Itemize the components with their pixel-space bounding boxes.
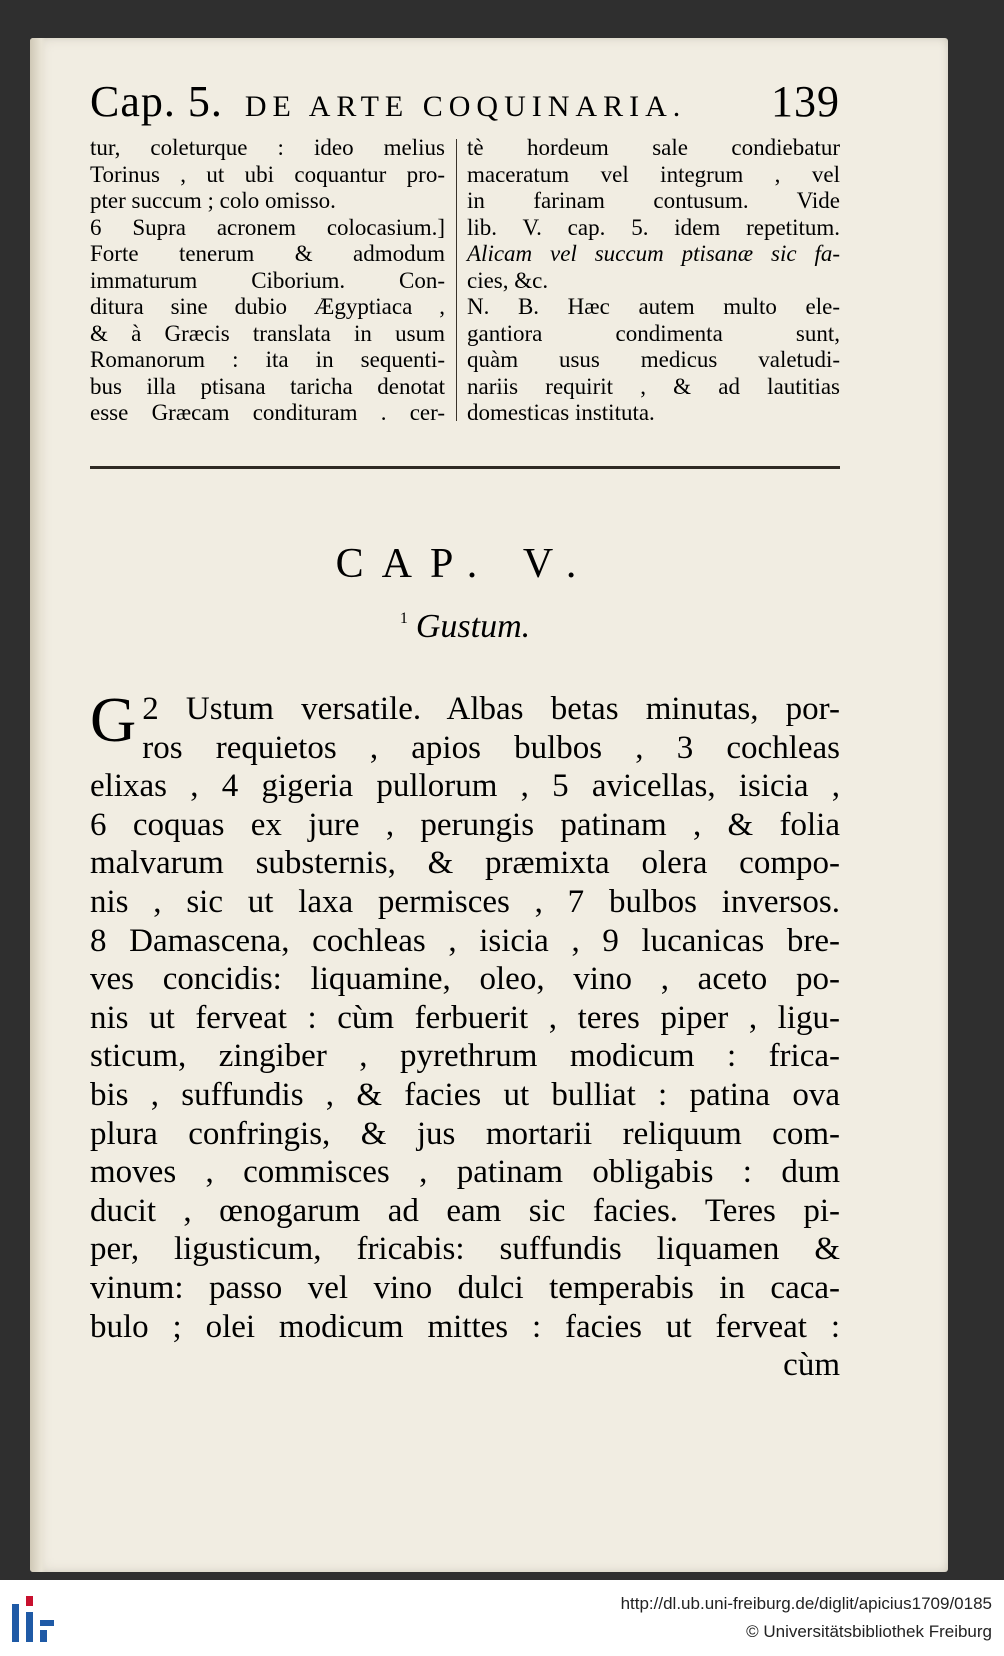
section-title [90,608,840,646]
note-line: nariis requirit , & ad lautitias [467,373,840,399]
note-line: tur, coleturque : ideo melius [90,135,445,160]
note-line: domesticas instituta. [467,400,655,425]
text-line: elixas , 4 gigeria pullorum , 5 avicellas, isicia , [90,768,840,805]
note-line: bus illa ptisana taricha denotat [90,373,445,399]
notes-left-column [90,135,445,427]
note-line: pter succum ; colo omisso. [90,188,336,213]
note-line: lib. V. cap. 5. idem repetitum. [467,214,840,240]
column-divider [456,139,457,421]
permalink[interactable]: http://dl.ub.uni-freiburg.de/diglit/apicius1709/0185 [620,1594,992,1613]
notes-right-column [467,135,840,427]
running-header [90,72,840,132]
copyright-notice: © Universitätsbibliothek Freiburg [746,1622,992,1641]
text-line: per, ligusticum, fricabis: suffundis liquamen & [90,1231,840,1268]
main-text [90,684,840,1385]
note-line: Romanorum : ita in sequenti- [90,347,445,372]
text-line: nis ut ferveat : cùm ferbuerit , teres piper , ligu- [90,999,840,1036]
note-line: 6 Supra acronem colocasium.] [90,214,445,240]
text-line: bulo ; olei modicum mittes : facies ut ferveat : [90,1308,840,1345]
header-chapter: Cap. 5. [90,77,223,126]
drop-cap: G [90,684,137,755]
text-line: malvarum substernis, & præmixta olera compo- [90,845,840,882]
text-line: 8 Damascena, cochleas , isicia , 9 lucanicas bre- [90,922,840,959]
text-line: plura confringis, & jus mortarii reliquum com- [90,1115,840,1152]
note-line: quàm usus medicus valetudi- [467,347,840,372]
note-line: N. B. Hæc autem multo ele- [467,294,840,319]
catchword: cùm [783,1347,840,1384]
text-line: vinum: passo vel vino dulci temperabis in caca- [90,1269,840,1306]
note-line: & à Græcis translata in usum [90,320,445,346]
note-line: Alicam vel succum ptisanæ sic fa- [467,241,840,266]
note-line: maceratum vel integrum , vel [467,161,840,187]
section-title-text: Gustum. [415,608,531,645]
horizontal-rule [90,466,840,469]
note-line: Forte tenerum & admodum [90,241,445,266]
footnotes-block [90,135,840,435]
note-line: immaturum Ciborium. Con- [90,267,445,293]
text-line: ros requietos , apios bulbos , 3 cochleas [142,729,840,766]
text-line: moves , commisces , patinam obligabis : dum [90,1154,840,1191]
note-line: ditura sine dubio Ægyptiaca , [90,294,445,319]
note-line: Torinus , ut ubi coquantur pro- [90,161,445,187]
text-line: nis , sic ut laxa permisces , 7 bulbos inversos. [90,883,840,920]
section-note-number: 1 [399,610,408,627]
viewer-footer [0,1580,1004,1656]
page-binding-edge [30,38,46,1572]
note-line: cies, &c. [467,267,549,293]
header-title: DE ARTE COQUINARIA. [244,90,687,123]
text-line: sticum, zingiber , pyrethrum modicum : frica- [90,1038,840,1075]
note-line: gantiora condimenta sunt, [467,320,840,346]
page-number: 139 [771,77,840,126]
text-line: 2 Ustum versatile. Albas betas minutas, por- [142,691,840,727]
chapter-title: CAP. V. [335,541,595,587]
note-line: in farinam contusum. Vide [467,188,840,213]
text-line: 6 coquas ex jure , perungis patinam , & folia [90,806,840,843]
text-line: ves concidis: liquamine, oleo, vino , aceto po- [90,961,840,998]
library-logo-icon [8,1590,64,1650]
text-line: bis , suffundis , & facies ut bulliat : patina ova [90,1076,840,1113]
note-line: esse Græcam condituram . cer- [90,400,445,425]
text-line: ducit , œnogarum ad eam sic facies. Teres pi- [90,1192,840,1229]
note-line: tè hordeum sale condiebatur [467,135,840,160]
